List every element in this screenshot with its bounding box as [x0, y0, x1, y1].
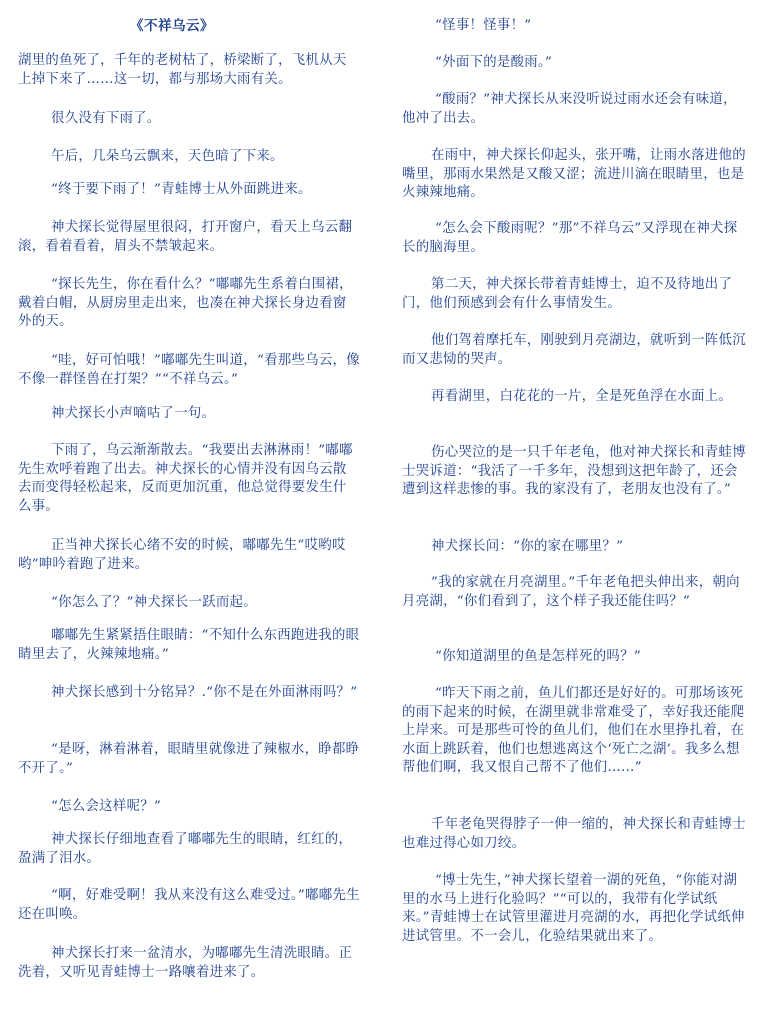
paragraph: 下雨了，乌云渐渐散去。“我要出去淋淋雨！”嘟嘟先生欢呼着跑了出去。神犬探长的心情并没有因乌云散去而变得轻松起来，反而更加沉重，他总觉得要发生什么事。: [18, 443, 353, 514]
paragraph: “怎么会这样呢？”: [51, 799, 162, 814]
paragraph: 午后，几朵乌云飘来，天色暗了下来。: [51, 149, 284, 164]
paragraph: 第二天，神犬探长带着青蛙博士，迫不及待地出了门，他们预感到会有什么事情发生。: [402, 277, 733, 311]
paragraph: 神犬探长觉得屋里很闷，打开窗户，看天上乌云翻滚，看着看着，眉头不禁皱起来。: [18, 220, 353, 254]
paragraph: 嘟嘟先生紧紧捂住眼睛：“不知什么东西跑进我的眼睛里去了，火辣辣地痛。”: [18, 628, 360, 662]
paragraph: 再看湖里，白花花的一片，全是死鱼浮在水面上。: [431, 389, 733, 404]
paragraph: 神犬探长仔细地查看了嘟嘟先生的眼睛，红红的，盈满了泪水。: [18, 832, 353, 866]
paragraph: 神犬探长问：“你的家在哪里？”: [431, 539, 624, 554]
paragraph: 很久没有下雨了。: [51, 111, 161, 126]
paragraph: “酸雨？”神犬探长从来没听说过雨水还会有味道，他冲了出去。: [402, 92, 737, 126]
paragraph: 神犬探长打来一盆清水，为嘟嘟先生清洗眼睛。正洗着，又听见青蛙博士一路嚷着进来了。: [18, 946, 353, 980]
paragraph: 在雨中，神犬探长仰起头，张开嘴，让雨水落进他的嘴里，那雨水果然是又酸又涩；流进川滴在眼睛里，也是火辣辣地痛。: [402, 148, 746, 201]
paragraph: 湖里的鱼死了，千年的老树枯了，桥梁断了，飞机从天上掉下来了……这一切，都与那场大雨有关。: [18, 53, 347, 87]
paragraph: “昨天下雨之前，鱼儿们都还是好好的。可那场该死的雨下起来的时候，在湖里就非常难受了，幸好我还能爬上岸来。可是那些可怜的鱼儿们，他们在水里挣扎着，在水面上跳跃着，他们也想逃离这个‘死亡之湖’。我多么想帮他们啊，我又恨自己帮不了他们……”: [402, 686, 745, 776]
paragraph: 他们驾着摩托车，刚驶到月亮湖边，就听到一阵低沉而又悲恸的哭声。: [402, 333, 746, 367]
paragraph: “探长先生，你在看什么？”嘟嘟先生系着白围裙，戴着白帽，从厨房里走出来，也凑在神犬探长身边看窗外的天。: [18, 277, 353, 330]
paragraph: 正当神犬探长心绪不安的时候，嘟嘟先生“哎哟哎哟”呻吟着跑了进来。: [18, 538, 346, 572]
paragraph: “终于要下雨了！”青蛙博士从外面跳进来。: [51, 182, 312, 197]
paragraph: “哇，好可怕哦！”嘟嘟先生叫道，“看那些乌云，像不像一群怪兽在打架？”“不祥乌云。”: [18, 353, 360, 387]
paragraph: 神犬探长感到十分铭异？.“你不是在外面淋雨吗？”: [51, 685, 358, 700]
story-title: 《不祥乌云》: [130, 18, 214, 34]
paragraph: 神犬探长小声嘀咕了一句。: [51, 406, 216, 421]
paragraph: “外面下的是酸雨。”: [435, 55, 553, 70]
paragraph: “是呀，淋着淋着，眼睛里就像进了辣椒水，睁都睁不开了。”: [18, 742, 360, 776]
paragraph: “博士先生，”神犬探长望着一湖的死鱼，“你能对湖里的水马上进行化验吗？”“可以的，我带有化学试纸来。”青蛙博士在试管里灌进月亮湖的水，再把化学试纸伸进试管里。不一会儿，化验结果就出来了。: [402, 873, 745, 944]
paragraph: “啊，好难受啊！我从来没有这么难受过。”嘟嘟先生还在叫唤。: [18, 888, 360, 922]
paragraph: ”我的家就在月亮湖里。”千年老龟把头伸出来，朝向月亮湖，“你们看到了，这个样子我还能住吗？”: [402, 575, 740, 609]
paragraph: “你怎么了？”神犬探长一跃而起。: [51, 595, 257, 610]
paragraph: 伤心哭泣的是一只千年老龟，他对神犬探长和青蛙博士哭诉道：“我活了一千多年，没想到这把年龄了，还会遭到这样悲惨的事。我的家没有了，老朋友也没有了。”: [402, 445, 746, 498]
paragraph: “怪事！怪事！”: [435, 18, 532, 33]
paragraph: 千年老龟哭得脖子一伸一缩的，神犬探长和青蛙博士也难过得心如刀绞。: [402, 817, 746, 851]
paragraph: “你知道湖里的鱼是怎样死的吗？”: [435, 649, 641, 664]
paragraph: “怎么会下酸雨呢？”那”不祥乌云”又浮现在神犬探长的脑海里。: [402, 221, 738, 255]
